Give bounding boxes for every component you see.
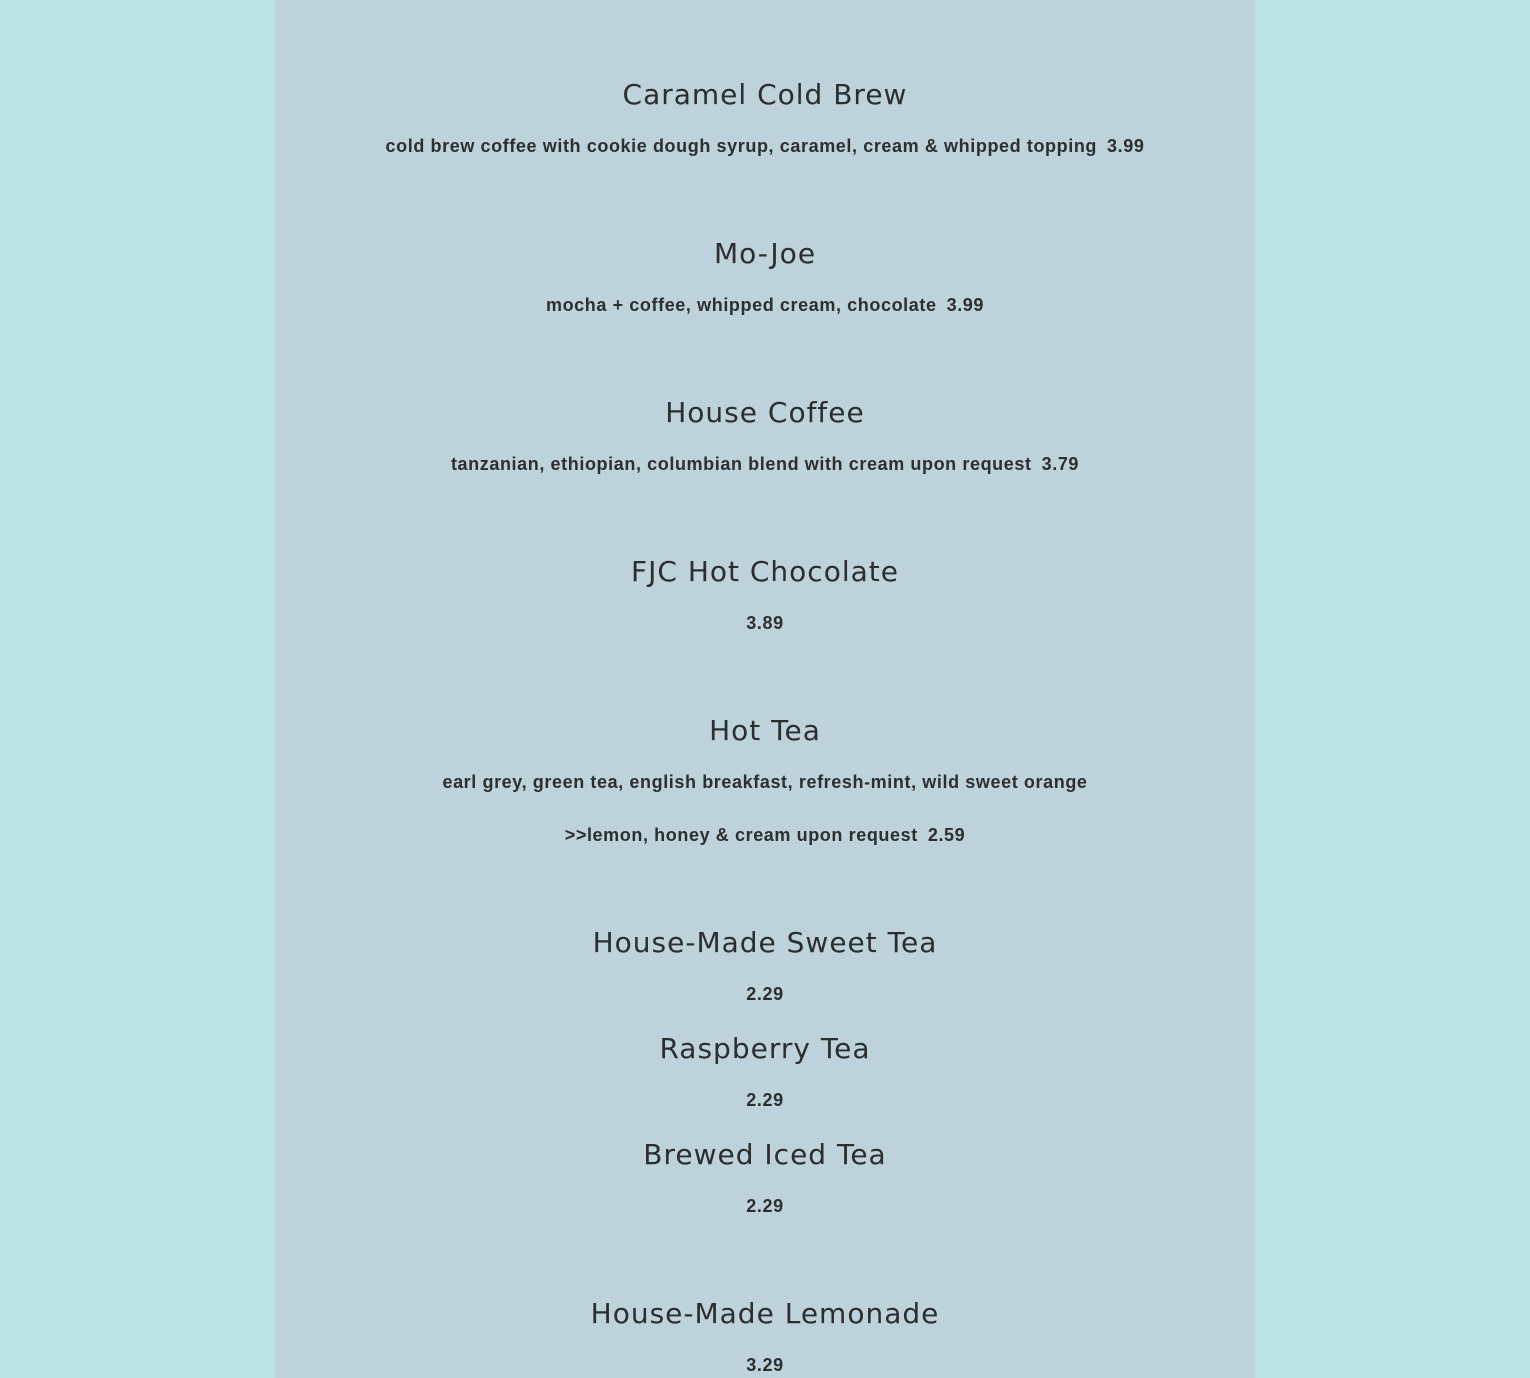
menu-item-description: tanzanian, ethiopian, columbian blend with cream upon request (450, 454, 1032, 474)
menu-item-name: House Coffee (665, 396, 865, 429)
menu-item-price: 3.89 (746, 613, 784, 633)
menu-item-price: 2.29 (746, 984, 784, 1004)
menu-item-description: cold brew coffee with cookie dough syrup, caramel, cream & whipped topping (385, 136, 1098, 156)
menu-item-house-made-lemonade (275, 1297, 1255, 1377)
menu-item-name: FJC Hot Chocolate (631, 555, 899, 588)
menu-item-name: Brewed Iced Tea (643, 1138, 887, 1171)
menu-item-description-line (275, 452, 1255, 476)
menu-item-name: Hot Tea (709, 714, 821, 747)
menu-panel (275, 0, 1255, 1378)
menu-item-price: 3.29 (746, 1355, 784, 1375)
menu-item-description-line (275, 823, 1255, 847)
menu-item-caramel-cold-brew (275, 78, 1255, 158)
menu-item-name: House-Made Lemonade (590, 1297, 940, 1330)
menu-item-description-line (275, 293, 1255, 317)
menu-item-description: earl grey, green tea, english breakfast, refresh-mint, wild sweet orange (442, 772, 1088, 792)
menu-item-price: 3.79 (1041, 454, 1080, 474)
menu-item-price: 2.29 (746, 1196, 784, 1216)
menu-item-name: Raspberry Tea (659, 1032, 871, 1065)
menu-item-house-made-sweet-tea (275, 926, 1255, 1006)
menu-item-raspberry-tea (275, 1032, 1255, 1112)
menu-item-price: 3.99 (1107, 136, 1145, 156)
menu-item-name: Mo-Joe (713, 237, 817, 270)
menu-item-hot-tea (275, 714, 1255, 847)
menu-item-brewed-iced-tea (275, 1138, 1255, 1218)
menu-item-name: House-Made Sweet Tea (592, 926, 938, 959)
menu-item-price: 2.59 (927, 825, 966, 845)
menu-item-mo-joe (275, 237, 1255, 317)
menu-item-description: mocha + coffee, whipped cream, chocolate (545, 295, 937, 315)
menu-item-fjc-hot-chocolate (275, 555, 1255, 635)
menu-item-price: 2.29 (746, 1090, 784, 1110)
menu-item-house-coffee (275, 396, 1255, 476)
menu-item-description-line2: >>lemon, honey & cream upon request (564, 825, 918, 845)
menu-item-price: 3.99 (946, 295, 985, 315)
menu-item-name: Caramel Cold Brew (622, 78, 908, 111)
menu-item-description-line (275, 134, 1255, 158)
